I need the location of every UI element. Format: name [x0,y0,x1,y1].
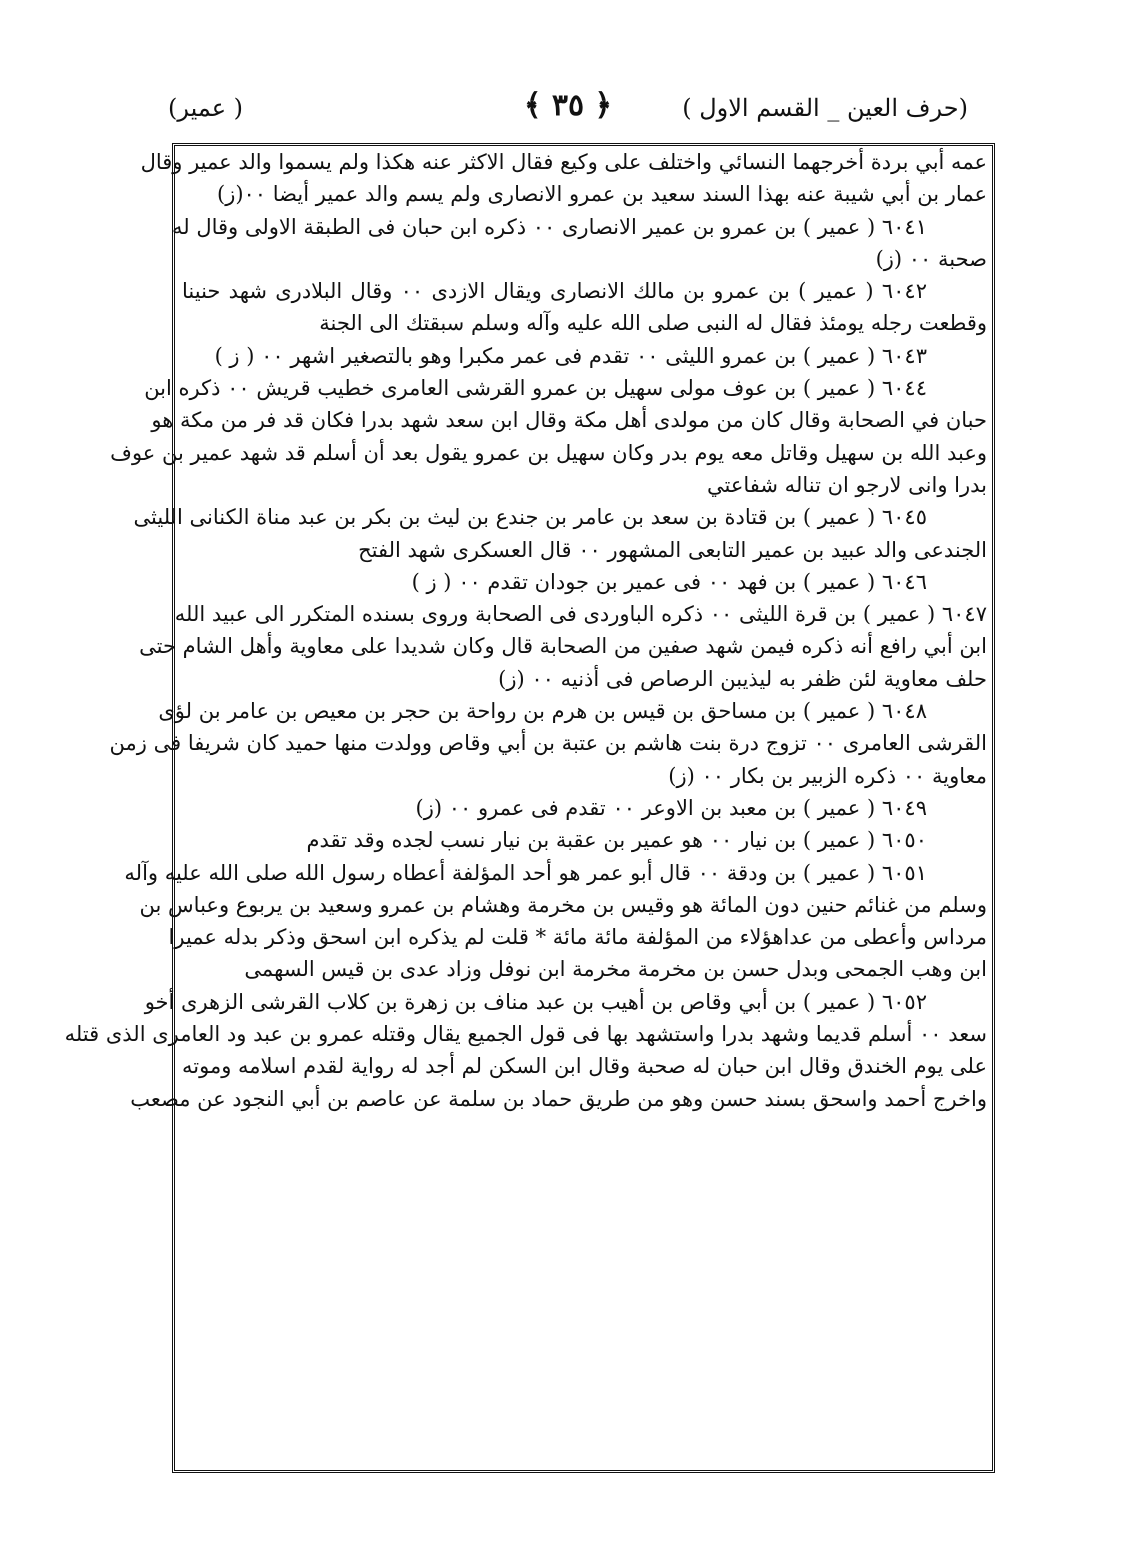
text-line: مرداس وأعطى من عداهؤلاء من المؤلفة مائة مائة * قلت لم يذكره ابن اسحق وذكر بدله عميرا [168,925,987,950]
entry-6041: ٦٠٤١ ( عمير ) بن عمرو بن عمير الانصارى ٠٠ ذكره ابن حبان فى الطبقة الاولى وقال له [172,214,927,239]
text-line: معاوية ٠٠ ذكره الزبير بن بكار ٠٠ (ز) [668,763,987,788]
entry-6051: ٦٠٥١ ( عمير ) بن ودقة ٠٠ قال أبو عمر هو أحد المؤلفة أعطاه رسول الله صلى الله عليه وآله [124,860,927,885]
entry-6042: ٦٠٤٢ ( عمير ) بن عمرو بن مالك الانصارى ويقال الازدى ٠٠ وقال البلادرى شهد حنينا [182,279,927,304]
entry-6052: ٦٠٥٢ ( عمير ) بن أبي وقاص بن أهيب بن عبد مناف بن زهرة بن كلاب القرشى الزهرى أخو [144,989,927,1014]
entry-6046: ٦٠٤٦ ( عمير ) بن فهد ٠٠ فى عمير بن جودان تقدم ٠٠ ( ز ) [411,569,927,594]
text-line: سعد ٠٠ أسلم قديما وشهد بدرا واستشهد بها فى قول الجميع يقال وقتله عمرو بن عبد ود العامرى الذى قتله [64,1022,987,1047]
entry-6049: ٦٠٤٩ ( عمير ) بن معبد بن الاوعر ٠٠ تقدم فى عمرو ٠٠ (ز) [415,795,927,820]
text-line: القرشى العامرى ٠٠ تزوج درة بنت هاشم بن عتبة بن أبي وقاص وولدت منها حميد كان شريفا فى زمن [109,731,987,756]
text-line: وعبد الله بن سهيل وقاتل معه يوم بدر وكان سهيل بن عمرو يقول بعد أن أسلم قد شهد عمير بن عوف [110,440,987,465]
text-line: الجندعى والد عبيد بن عمير التابعى المشهور ٠٠ قال العسكرى شهد الفتح [358,537,987,562]
text-line: عمار بن أبي شيبة عنه بهذا السند سعيد بن عمرو الانصارى ولم يسم والد عمير أيضا ٠٠(ز) [217,182,987,207]
entry-6043: ٦٠٤٣ ( عمير ) بن عمرو الليثى ٠٠ تقدم فى عمر مكبرا وهو بالتصغير اشهر ٠٠ ( ز ) [214,343,927,368]
entry-6044: ٦٠٤٤ ( عمير ) بن عوف مولى سهيل بن عمرو القرشى العامرى خطيب قريش ٠٠ ذكره ابن [144,376,927,401]
header-chapter: (حرف العين _ القسم الاول ) [682,94,968,122]
text-line: وقطعت رجله يومئذ فقال له النبى صلى الله عليه وآله وسلم سبقتك الى الجنة [319,311,987,336]
text-line: صحبة ٠٠ (ز) [875,246,987,271]
entry-6050: ٦٠٥٠ ( عمير ) بن نيار ٠٠ هو عمير بن عقبة بن نيار نسب لجده وقد تقدم [306,828,927,853]
text-line: ابن وهب الجمحى وبدل حسن بن مخرمة مخرمة ابن نوفل وزاد عدى بن قيس السهمى [244,957,987,982]
header-running-title: ( عمير) [168,94,244,122]
text-line: وسلم من غنائم حنين دون المائة هو وقيس بن مخرمة وهشام بن عمرو وسعيد بن يربوع وعباس بن [139,892,987,917]
page-number: ﴿ ٣٥ ﴾ [523,88,613,123]
text-line: على يوم الخندق وقال ابن حبان له صحبة وقال ابن السكن لم أجد له رواية لقدم اسلامه وموته [182,1054,987,1079]
body-text [64,146,987,1115]
text-line: حلف معاوية لئن ظفر به ليذيبن الرصاص فى أذنيه ٠٠ (ز) [498,666,987,691]
text-line: ابن أبي رافع أنه ذكره فيمن شهد صفين من الصحابة قال وكان شديدا على معاوية وأهل الشام حتى [139,634,987,659]
entry-6048: ٦٠٤٨ ( عمير ) بن مساحق بن قيس بن هرم بن رواحة بن حجر بن معيص بن عامر بن لؤى [158,699,927,724]
text-line: حبان في الصحابة وقال كان من مولدى أهل مكة وقال ابن سعد شهد بدرا فكان قد فر من مكة هو [151,408,987,433]
text-line: بدرا وانى لارجو ان تناله شفاعتي [707,472,987,497]
entry-6045: ٦٠٤٥ ( عمير ) بن قتادة بن سعد بن عامر بن جندع بن ليث بن بكر بن عبد مناة الكنانى الليثى [133,505,927,530]
text-line: واخرج أحمد واسحق بسند حسن وهو من طريق حماد بن سلمة عن عاصم بن أبي النجود عن مصعب [130,1086,987,1111]
page-header [168,88,968,138]
text-line: عمه أبي بردة أخرجهما النسائي واختلف على وكيع فقال الاكثر عنه هكذا ولم يسموا والد عمير وقال [140,150,987,174]
entry-6047: ٦٠٤٧ ( عمير ) بن قرة الليثى ٠٠ ذكره الباوردى فى الصحابة وروى بسنده المتكرر الى عبيد الله [174,602,987,627]
